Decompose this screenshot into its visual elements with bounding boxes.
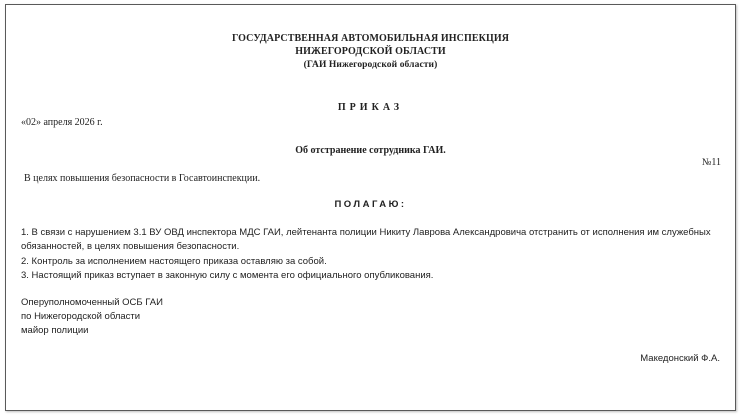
decree-item-2: 2. Контроль за исполнением настоящего приказа оставляю за собой. <box>21 256 327 267</box>
decree-item-3: 3. Настоящий приказ вступает в законную силу с момента его официального опубликования. <box>21 270 434 281</box>
order-number: №11 <box>701 157 721 168</box>
header-org-line2: НИЖЕГОРОДСКОЙ ОБЛАСТИ <box>295 46 446 57</box>
signature-position-line3: майор полиции <box>21 325 89 336</box>
header-org-short: (ГАИ Нижегородской области) <box>303 60 438 70</box>
decree-item-1: 1. В связи с нарушением 3.1 ВУ ОВД инспектора МДС ГАИ, лейтенанта полиции Никиту Лаврова Александровича отстранить от исполнения им служебных обязанностей, в целях повышения безопасности. <box>21 227 711 252</box>
order-date: «02» апреля 2026 г. <box>21 117 103 128</box>
decree-title: ПОЛАГАЮ: <box>334 199 407 210</box>
signature-name: Македонский Ф.А. <box>640 353 720 364</box>
signature-position-line2: по Нижегородской области <box>21 311 141 322</box>
header-org-line1: ГОСУДАРСТВЕННАЯ АВТОМОБИЛЬНАЯ ИНСПЕКЦИЯ <box>231 33 510 44</box>
order-purpose: В целях повышения безопасности в Госавтоинспекции. <box>24 173 261 184</box>
signature-position-line1: Оперуполномоченный ОСБ ГАИ <box>21 297 163 308</box>
order-subject: Об отстранение сотрудника ГАИ. <box>295 145 446 156</box>
order-title: ПРИКАЗ <box>337 102 404 113</box>
